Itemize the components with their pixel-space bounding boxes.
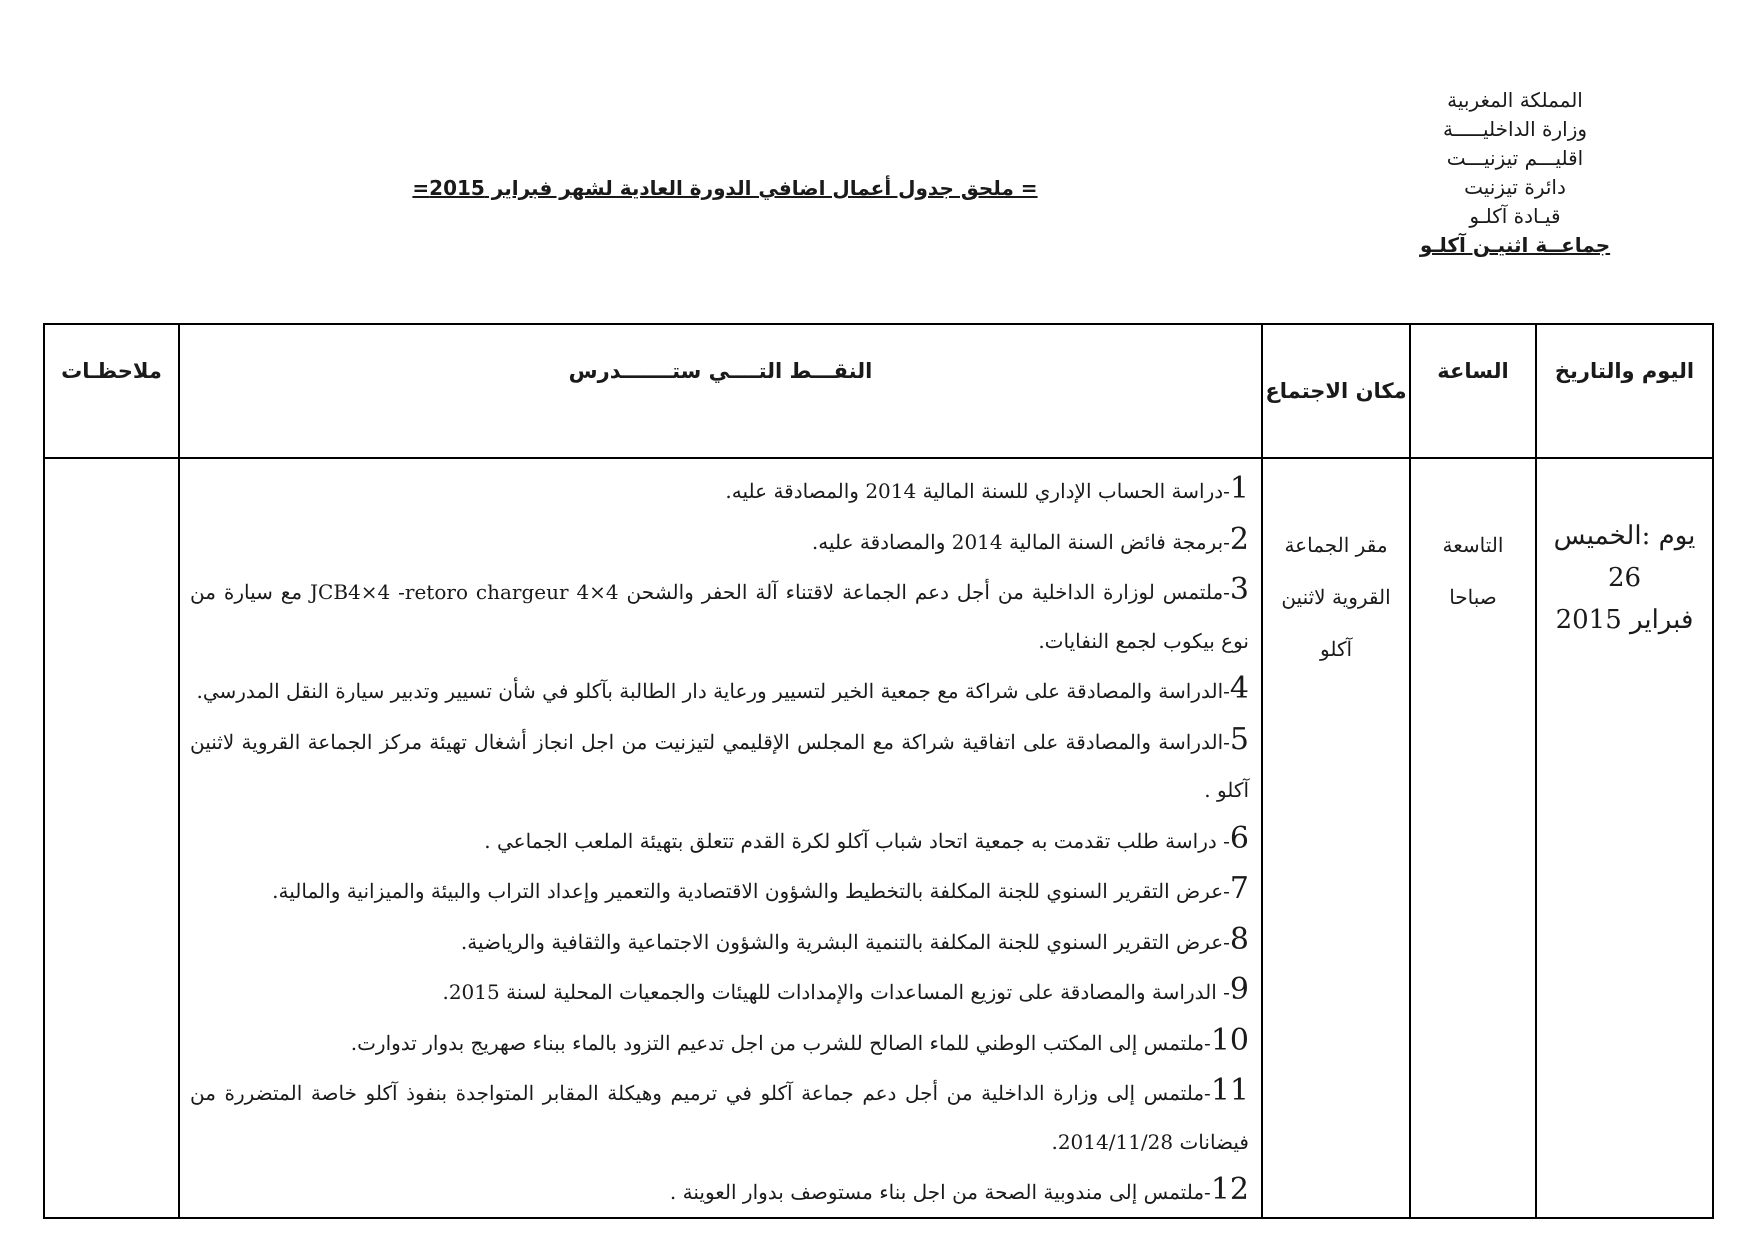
letterhead-line: دائرة تيزنيت bbox=[1464, 175, 1566, 199]
letterhead-line: اقليـــم تيزنيـــت bbox=[1446, 146, 1584, 170]
session-date-cell bbox=[1536, 458, 1713, 1218]
agenda-point: 1-دراسة الحساب الإداري للسنة المالية 2014 والمصادقة عليه. bbox=[725, 471, 1249, 506]
session-period: صباحا bbox=[1449, 585, 1497, 609]
letterhead-line: المملكة المغربية bbox=[1447, 88, 1583, 112]
letterhead bbox=[1400, 86, 1630, 260]
agenda-point: 5-الدراسة والمصادقة على اتفاقية شراكة مع المجلس الإقليمي لتيزنيت من اجل انجاز أشغال تهيئة مركز الجماعة القروية لاثنين آكلو . bbox=[190, 721, 1249, 802]
place-line: آكلو bbox=[1319, 637, 1353, 661]
place-line: مقر الجماعة bbox=[1284, 533, 1388, 557]
document-title: = ملحق جدول أعمال اضافي الدورة العادية لشهر فبراير 2015= bbox=[412, 176, 1038, 200]
column-header-time: الساعة bbox=[1410, 324, 1536, 458]
session-month-year: فبراير 2015 bbox=[1555, 605, 1694, 635]
agenda-point: 8-عرض التقرير السنوي للجنة المكلفة بالتنمية البشرية والشؤون الاجتماعية والثقافية والرياضية. bbox=[460, 921, 1249, 957]
letterhead-line: قيـادة آكلـو bbox=[1469, 204, 1561, 228]
agenda-point: 9- الدراسة والمصادقة على توزيع المساعدات والإمدادات للهيئات والجمعيات المحلية لسنة 2015. bbox=[442, 972, 1249, 1007]
agenda-point: 10-ملتمس إلى المكتب الوطني للماء الصالح للشرب من اجل تدعيم التزود بالماء ببناء صهريج بدوار تدوارت. bbox=[350, 1022, 1249, 1058]
agenda-point: 7-عرض التقرير السنوي للجنة المكلفة بالتخطيط والشؤون الاقتصادية والتعمير وإعداد التراب والبيئة والميزانية والمالية. bbox=[272, 871, 1249, 906]
session-place-cell bbox=[1262, 458, 1410, 1218]
session-time-cell bbox=[1410, 458, 1536, 1218]
column-header-notes: ملاحظـات bbox=[44, 324, 179, 458]
agenda-point: 6- دراسة طلب تقدمت به جمعية اتحاد شباب آكلو لكرة القدم تتعلق بتهيئة الملعب الجماعي . bbox=[484, 820, 1249, 856]
column-header-date: اليوم والتاريخ bbox=[1536, 324, 1713, 458]
table-row bbox=[44, 458, 1713, 1218]
agenda-point: 12-ملتمس إلى مندوبية الصحة من اجل بناء مستوصف بدوار العوينة . bbox=[669, 1172, 1249, 1207]
agenda-table bbox=[43, 323, 1714, 1219]
notes-cell bbox=[44, 458, 179, 1218]
agenda-point: 11-ملتمس إلى وزارة الداخلية من أجل دعم جماعة آكلو في ترميم وهيكلة المقابر المتواجدة بنفوذ آكلو خاصة المتضررة من فيضانات 2014/11/28. bbox=[190, 1073, 1249, 1154]
column-header-points: النقـــط التــــي ستـــــــدرس bbox=[179, 324, 1262, 458]
place-line: القروية لاثنين bbox=[1281, 585, 1391, 609]
letterhead-line: وزارة الداخليـــــة bbox=[1442, 117, 1588, 141]
session-hour: التاسعة bbox=[1442, 533, 1504, 557]
commune-name: جماعــة اثنيـن آكلـو bbox=[1419, 233, 1611, 257]
agenda-points-cell bbox=[179, 458, 1262, 1218]
session-day: يوم :الخميس 26 bbox=[1553, 521, 1696, 593]
column-header-place: مكان الاجتماع bbox=[1262, 324, 1410, 458]
agenda-point: 3-ملتمس لوزارة الداخلية من أجل دعم الجماعة لاقتناء آلة الحفر والشحن JCB4×4 -retoro chargeur 4×4 مع سيارة من نوع بيكوب لجمع النفايات. bbox=[190, 572, 1250, 653]
agenda-point: 2-برمجة فائض السنة المالية 2014 والمصادقة عليه. bbox=[811, 521, 1249, 557]
table-header-row bbox=[44, 324, 1713, 458]
agenda-point: 4-الدراسة والمصادقة على شراكة مع جمعية الخير لتسيير ورعاية دار الطالبة بآكلو في شأن تسيير وتدبير سيارة النقل المدرسي. bbox=[196, 671, 1249, 706]
